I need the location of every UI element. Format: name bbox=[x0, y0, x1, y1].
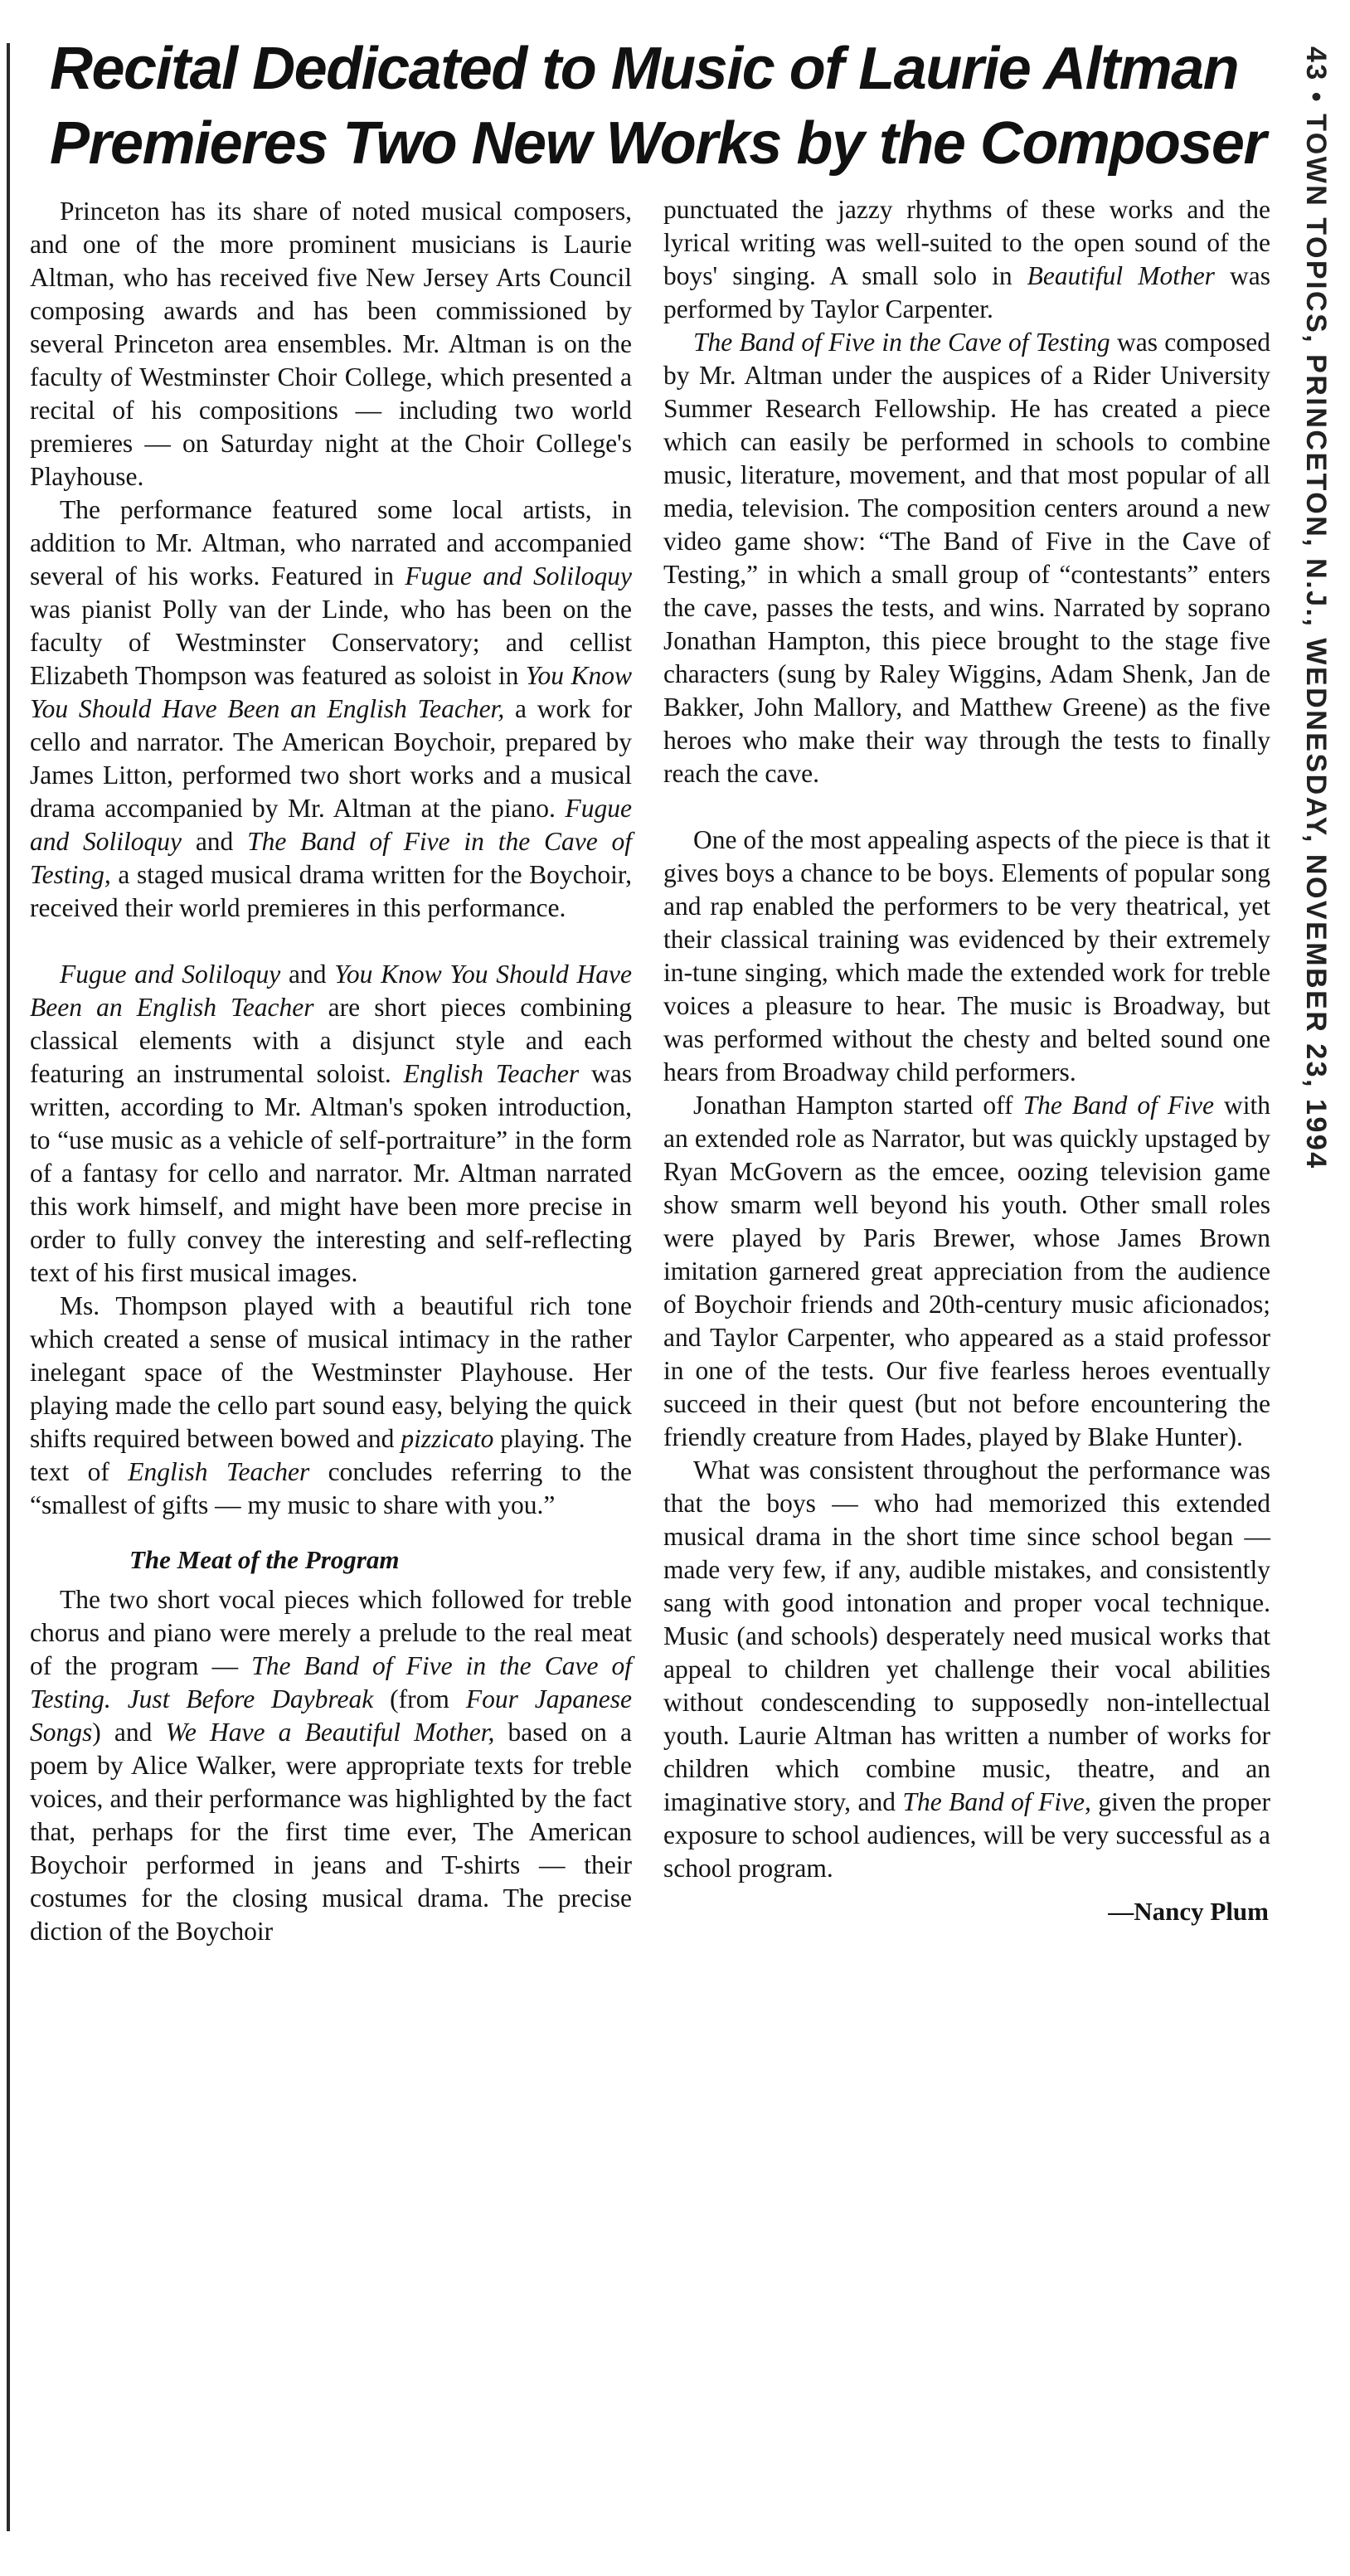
right-column bbox=[663, 193, 1270, 1928]
paragraph: Fugue and Soliloquy and You Know You Should Have Been an English Teacher are short pieces combining classical elements with a disjunct style and each featuring an instrumental soloist. English Teacher was written, according to Mr. Altman's spoken introduction, to “use music as a vehicle of self-portraiture” in the form of a fantasy for cello and narrator. Mr. Altman narrated this work himself, and might have been more precise in order to fully convey the interesting and self-reflecting text of his first musical images. bbox=[30, 960, 632, 1287]
paragraph: Princeton has its share of noted musical composers, and one of the more prominent musicians is Laurie Altman, who has received five New Jersey Arts Council composing awards and has been commissioned by several Princeton area ensembles. Mr. Altman is on the faculty of Westminster Choir College, which presented a recital of his compositions — including two world premieres — on Saturday night at the Choir College's Playhouse. bbox=[30, 197, 632, 491]
paragraph: Ms. Thompson played with a beautiful rich tone which created a sense of musical intimacy in the rather inelegant space of the Westminster Playhouse. Her playing made the cello part sound easy, belying the quick shifts required between bowed and pizzicato playing. The text of English Teacher concludes referring to the “smallest of gifts — my music to share with you.” bbox=[30, 1291, 633, 1519]
paragraph: punctuated the jazzy rhythms of these works and the lyrical writing was well-suited to the open sound of the boys' singing. A small solo in Beautiful Mother was performed by Taylor Carpenter. bbox=[663, 195, 1270, 323]
paragraph: The performance featured some local artists, in addition to Mr. Altman, who narrated and accompanied several of his works. Featured in Fugue and Soliloquy was pianist Polly van der Linde, who has been on the faculty of Westminster Conservatory; and cellist Elizabeth Thompson was featured as soloist in You Know You Should Have Been an English Teacher, a work for cello and narrator. The American Boychoir, prepared by James Litton, performed two short works and a musical drama accompanied by Mr. Altman at the piano. Fugue and Soliloquy and The Band of Five in the Cave of Testing, a staged musical drama written for the Boychoir, received their world premieres in this performance. bbox=[30, 495, 632, 922]
headline-line-2: Premieres Two New Works by the Composer bbox=[50, 110, 1265, 177]
byline: —Nancy Plum bbox=[1108, 1897, 1269, 1926]
paragraph: Jonathan Hampton started off The Band of Five with an extended role as Narrator, but was quickly upstaged by Ryan McGovern as the emcee, oozing television game show smarm well beyond his youth. Other small roles were played by Paris Brewer, whose James Brown imitation garnered great appreciation from the audience of Boychoir friends and 20th-century music aficionados; and Taylor Carpenter, who appeared as a staid professor in one of the tests. Our five fearless heroes eventually succeed in their quest (but not before encountering the friendly creature from Hades, played by Blake Hunter). bbox=[663, 1091, 1270, 1451]
paragraph: One of the most appealing aspects of the piece is that it gives boys a chance to be boys. Elements of popular song and rap enabled the performers to be very theatrical, yet their classical training was evidenced by their extremely in-tune singing, which made the extended work for treble voices a pleasure to hear. The music is Broadway, but was performed without the chesty and belted sound one hears from Broadway child performers. bbox=[663, 825, 1270, 1086]
column-rule bbox=[7, 43, 10, 2531]
paragraph: The two short vocal pieces which followed for treble chorus and piano were merely a prelude to the real meat of the program — The Band of Five in the Cave of Testing. Just Before Daybreak (from Four Japanese Songs) and We Have a Beautiful Mother, based on a poem by Alice Walker, were appropriate texts for treble voices, and their performance was highlighted by the fact that, perhaps for the first time ever, The American Boychoir performed in jeans and T-shirts — their costumes for the closing musical drama. The precise diction of the Boychoir bbox=[30, 1585, 632, 1946]
section-subhead: The Meat of the Program bbox=[129, 1545, 400, 1574]
paragraph: The Band of Five in the Cave of Testing was composed by Mr. Altman under the auspices of a Rider University Summer Research Fellowship. He has created a piece which can easily be performed in schools to combine music, literature, movement, and that most popular of all media, television. The composition centers around a new video game show: “The Band of Five in the Cave of Testing,” in which a small group of “contestants” enters the cave, passes the tests, and wins. Narrated by soprano Jonathan Hampton, this piece brought to the stage five characters (sung by Raley Wiggins, Adam Shenk, Jan de Bakker, John Mallory, and Matthew Greene) as the five heroes who make their way through the tests to finally reach the cave. bbox=[663, 328, 1270, 788]
left-column bbox=[30, 195, 632, 1948]
publication-line: 43 • TOWN TOPICS, PRINCETON, N.J., WEDNESDAY, NOVEMBER 23, 1994 bbox=[1300, 46, 1332, 1170]
paragraph: What was consistent throughout the performance was that the boys — who had memorized this extended musical drama in the short time since school began — made very few, if any, audible mistakes, and consistently sang with good intonation and proper vocal technique. Music (and schools) desperately need musical works that appeal to children yet challenge their vocal abilities without condescending to supposedly non-intellectual youth. Laurie Altman has written a number of works for children which combine music, theatre, and an imaginative story, and The Band of Five, given the proper exposure to school audiences, will be very successful as a school program. bbox=[663, 1456, 1270, 1883]
headline bbox=[50, 32, 1294, 181]
headline-line-1: Recital Dedicated to Music of Laurie Altman bbox=[50, 36, 1239, 102]
